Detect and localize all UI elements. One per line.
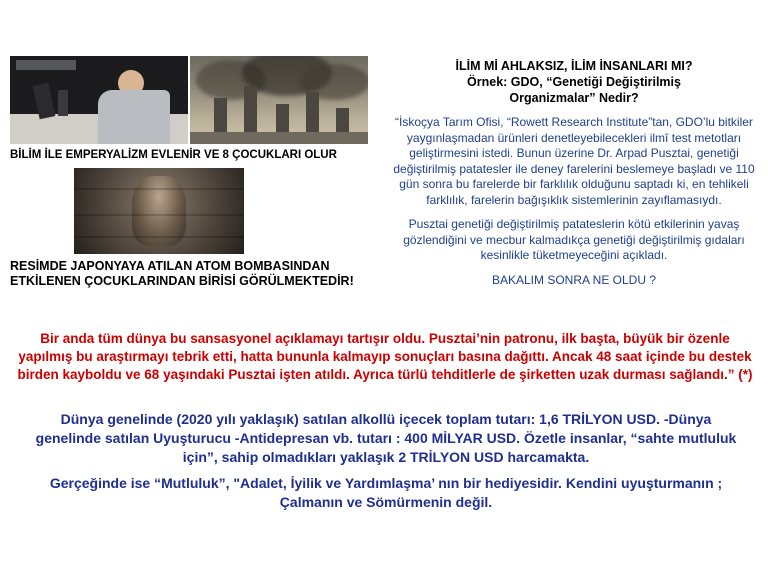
right-title-line-3: Organizmalar” Nedir?	[509, 91, 639, 105]
caption-atomic-bomb: RESİMDE JAPONYAYA ATILAN ATOM BOMBASINDAN ETKİLENEN ÇOCUKLARINDAN BİRİSİ GÖRÜLMEKTEDİR!	[10, 259, 354, 288]
photo-streak	[74, 188, 244, 190]
blue-paragraph-1: Dünya genelinde (2020 yılı yaklaşık) satılan alkollü içecek toplam tutarı: 1,6 TRİLYON USD. -Dünya genelinde satılan Uyuşturucu -Antidepresan vb. tutarı : 400 MİLYAR USD. Özetle insanlar, “sahte mutluluk için”, sahip olmadıkları yaklaşık 2 TRİLYON USD harcamakta.	[35, 411, 737, 465]
left-image-column	[10, 56, 374, 289]
red-highlight-paragraph: Bir anda tüm dünya bu sansasyonel açıklamayı tartışır oldu. Pusztai’nin patronu, ilk başta, büyük bir özenle yapılmış bu araştırmayı tebrik etti, hatta bununla kalmayıp sonuçları basına dağıttı. Ancak 48 saat içinde bu destek birden kayboldu ve 68 yaşındaki Pusztai işten atıldı. Ayrıca türlü tehditlerle de şirketten uzak durması sağlandı.” (*)	[17, 331, 753, 382]
lab-lamp-shape	[16, 60, 76, 70]
right-title	[388, 58, 760, 106]
right-paragraph-3: BAKALIM SONRA NE OLDU ?	[491, 272, 657, 287]
photo-row-top	[10, 56, 368, 144]
right-title-line-2: Örnek: GDO, “Genetiği Değiştirilmiş	[467, 75, 681, 89]
right-paragraph-1: “İskoçya Tarım Ofisi, “Rowett Research Institute”tan, GDO’lu bitkiler yaygınlaşmadan ürünleri denetleyebilecekleri ilmî test metotları geliştirmesini istedi. Bunun üzerine Dr. Arpad Pusztai, genetiği değiştirilmiş patatesler ile deney farelerini beslemeye başladı ve 110 gün sonra bu farelerde bir farklılık olduğunu saptadı ki, en tehlikeli farklılık, farelerin bağışıklık sistemlerinin zayıflamasıydı.	[393, 115, 755, 207]
right-text-column	[388, 58, 760, 288]
right-paragraph-2: Pusztai genetiği değiştirilmiş patateslerin kötü etkilerinin yavaş gözlendiğini ve mecbur kalmadıkça genetiği değiştirilmiş gıdaları kesinlikle tüketmeyeceğini açıkladı.	[403, 217, 745, 262]
microscope-secondary-shape	[58, 90, 68, 116]
scientist-microscope-photo	[10, 56, 188, 144]
scientist-body-shape	[98, 90, 170, 144]
atomic-bomb-victim-photo	[74, 168, 244, 254]
right-body	[388, 115, 760, 288]
caption-science-imperialism: BİLİM İLE EMPERYALİZM EVLENİR VE 8 ÇOCUKLARI OLUR	[10, 149, 337, 161]
right-title-line-1: İLİM Mİ AHLAKSIZ, İLİM İNSANLARI MI?	[455, 59, 693, 73]
industrial-smokestacks-photo	[190, 56, 368, 144]
blue-statistics-block	[30, 410, 742, 512]
photo-streak	[74, 214, 244, 216]
blue-paragraph-2: Gerçeğinde ise “Mutluluk”, "Adalet, İyilik ve Yardımlaşma’ nın bir hediyesidir. Kendini uyuşturmanın ; Çalmanın ve Sömürmenin değil.	[49, 475, 723, 510]
photo-streak	[74, 236, 244, 238]
ground-shape	[190, 132, 368, 144]
